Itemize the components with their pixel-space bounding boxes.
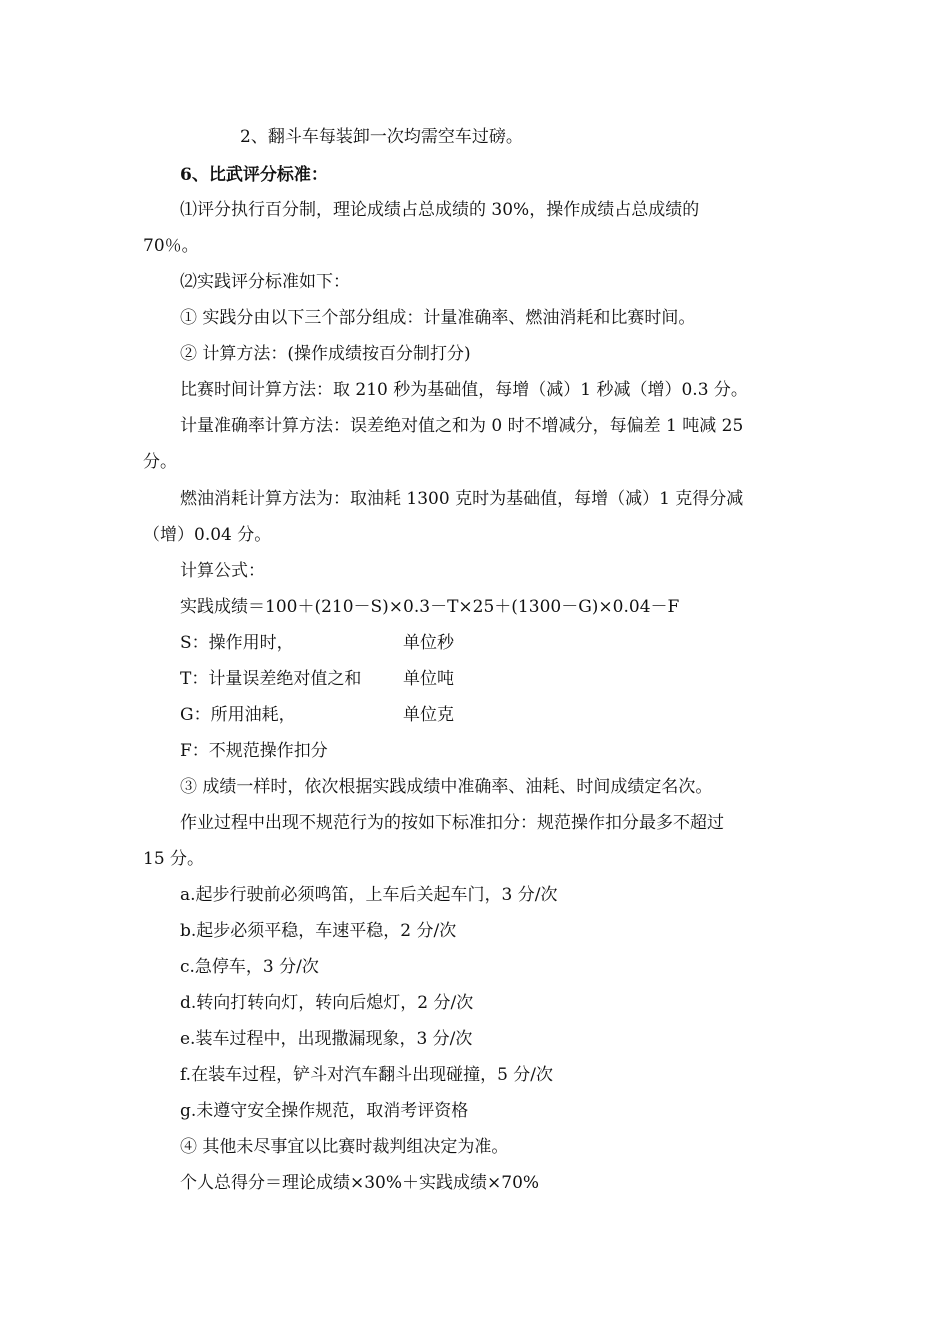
time-method: 比赛时间计算方法：取 210 秒为基础值，每增（减）1 秒减（增）0.3 分。 <box>180 380 748 400</box>
item-2-text: 2、翻斗车每装卸一次均需空车过磅。 <box>240 127 523 147</box>
definition-term: T：计量误差绝对值之和 <box>180 669 362 689</box>
list-item: a.起步行驶前必须鸣笛，上车后关起车门，3 分/次 <box>180 885 558 905</box>
paragraph-2: ⑵实践评分标准如下： <box>180 272 350 292</box>
formula-label: 计算公式： <box>180 561 265 581</box>
formula: 实践成绩＝100＋(210－S)×0.3－T×25＋(1300－G)×0.04－F <box>180 597 680 617</box>
paragraph-1-line-1: ⑴评分执行百分制，理论成绩占总成绩的 30%，操作成绩占总成绩的 <box>180 200 700 220</box>
list-item: b.起步必须平稳，车速平稳，2 分/次 <box>180 921 457 941</box>
list-item: e.装车过程中，出现撒漏现象，3 分/次 <box>180 1029 473 1049</box>
definition-term: S：操作用时， <box>180 633 294 653</box>
definition-unit: 单位吨 <box>403 669 454 689</box>
section-heading: 6、比武评分标准： <box>180 165 328 185</box>
clause-1: ① 实践分由以下三个部分组成：计量准确率、燃油消耗和比赛时间。 <box>180 308 696 328</box>
definition-term: G：所用油耗， <box>180 705 296 725</box>
definition-unit: 单位克 <box>403 705 454 725</box>
fuel-method-line-2: （增）0.04 分。 <box>143 525 272 545</box>
list-item: f.在装车过程，铲斗对汽车翻斗出现碰撞，5 分/次 <box>180 1065 554 1085</box>
definition-term: F：不规范操作扣分 <box>180 741 328 761</box>
clause-4: ④ 其他未尽事宜以比赛时裁判组决定为准。 <box>180 1137 509 1157</box>
definition-unit: 单位秒 <box>403 633 454 653</box>
clause-3: ③ 成绩一样时，依次根据实践成绩中准确率、油耗、时间成绩定名次。 <box>180 777 713 797</box>
list-item: g.未遵守安全操作规范，取消考评资格 <box>180 1101 469 1121</box>
list-item: c.急停车，3 分/次 <box>180 957 319 977</box>
list-item: d.转向打转向灯，转向后熄灯，2 分/次 <box>180 993 474 1013</box>
deduction-line-2: 15 分。 <box>143 849 205 869</box>
total-score-formula: 个人总得分＝理论成绩×30%＋实践成绩×70% <box>180 1173 540 1193</box>
paragraph-1-line-2: 70％。 <box>143 236 199 256</box>
clause-2: ② 计算方法：(操作成绩按百分制打分) <box>180 344 471 364</box>
accuracy-method-line-2: 分。 <box>143 452 177 472</box>
fuel-method-line-1: 燃油消耗计算方法为：取油耗 1300 克时为基础值，每增（减）1 克得分减 <box>180 489 744 509</box>
accuracy-method-line-1: 计量准确率计算方法：误差绝对值之和为 0 时不增减分，每偏差 1 吨减 25 <box>180 416 744 436</box>
deduction-line-1: 作业过程中出现不规范行为的按如下标准扣分：规范操作扣分最多不超过 <box>180 813 724 833</box>
